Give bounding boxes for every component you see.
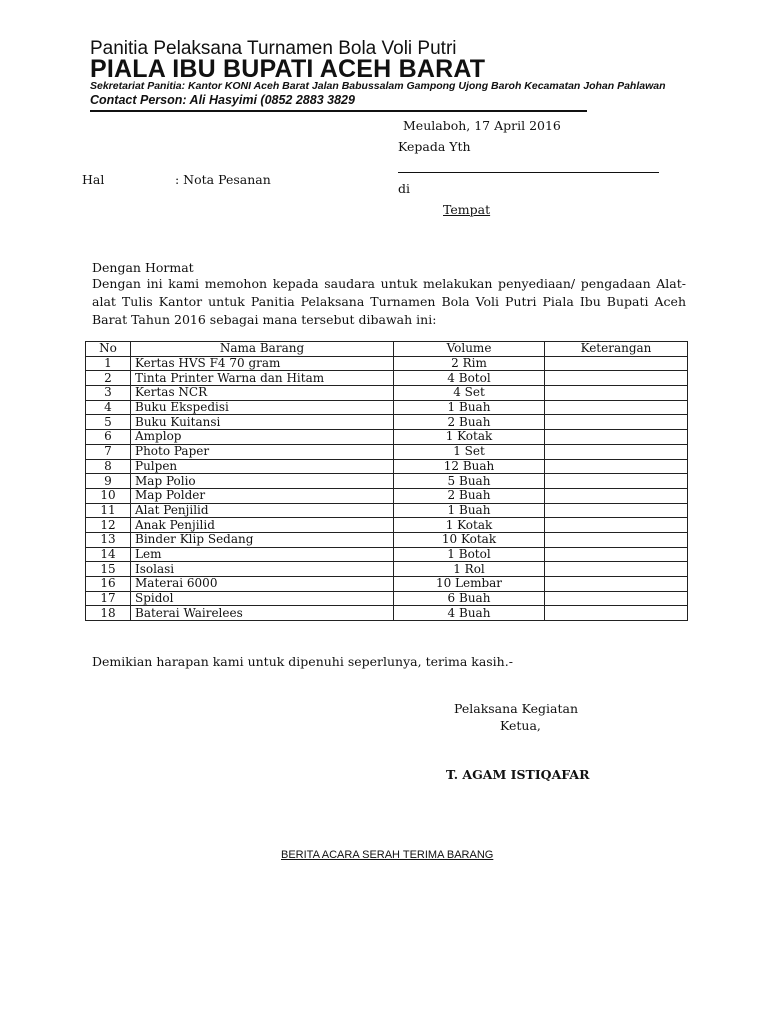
recipient-label: Kepada Yth	[398, 139, 471, 154]
di-label: di	[398, 181, 410, 196]
cell-nama-barang: Spidol	[131, 591, 394, 606]
cell-keterangan	[545, 532, 688, 547]
cell-no: 4	[86, 400, 131, 415]
header-volume: Volume	[394, 342, 545, 357]
greeting: Dengan Hormat	[92, 260, 194, 275]
cell-volume: 1 Rol	[394, 562, 545, 577]
cell-keterangan	[545, 430, 688, 445]
cell-no: 12	[86, 518, 131, 533]
cell-nama-barang: Isolasi	[131, 562, 394, 577]
cell-keterangan	[545, 415, 688, 430]
recipient-blank-line	[398, 172, 659, 173]
cell-volume: 1 Buah	[394, 400, 545, 415]
header-keterangan: Keterangan	[545, 342, 688, 357]
cell-nama-barang: Lem	[131, 547, 394, 562]
table-row	[86, 532, 688, 547]
cell-keterangan	[545, 371, 688, 386]
table-row	[86, 518, 688, 533]
closing-text: Demikian harapan kami untuk dipenuhi seperlunya, terima kasih.-	[92, 654, 513, 669]
cell-volume: 1 Kotak	[394, 430, 545, 445]
contact-person: Contact Person: Ali Hasyimi (0852 2883 3829	[90, 93, 355, 107]
cell-volume: 1 Buah	[394, 503, 545, 518]
body-paragraph	[92, 275, 686, 329]
cell-keterangan	[545, 518, 688, 533]
table-row	[86, 562, 688, 577]
cell-keterangan	[545, 386, 688, 401]
table-row	[86, 474, 688, 489]
header-no: No	[86, 342, 131, 357]
cell-nama-barang: Map Polder	[131, 488, 394, 503]
table-row	[86, 577, 688, 592]
cell-keterangan	[545, 562, 688, 577]
cell-nama-barang: Binder Klip Sedang	[131, 532, 394, 547]
cell-no: 8	[86, 459, 131, 474]
cell-no: 7	[86, 444, 131, 459]
table-row	[86, 386, 688, 401]
table-row	[86, 606, 688, 621]
table-row	[86, 400, 688, 415]
cell-keterangan	[545, 444, 688, 459]
cell-no: 9	[86, 474, 131, 489]
table-row	[86, 503, 688, 518]
cell-no: 6	[86, 430, 131, 445]
cell-no: 18	[86, 606, 131, 621]
cell-nama-barang: Kertas NCR	[131, 386, 394, 401]
cell-volume: 2 Rim	[394, 356, 545, 371]
cell-volume: 2 Buah	[394, 415, 545, 430]
cell-nama-barang: Map Polio	[131, 474, 394, 489]
cell-no: 15	[86, 562, 131, 577]
table-header-row	[86, 342, 688, 357]
cell-no: 14	[86, 547, 131, 562]
order-table	[85, 341, 688, 621]
cell-nama-barang: Buku Ekspedisi	[131, 400, 394, 415]
cell-keterangan	[545, 488, 688, 503]
header-nama-barang: Nama Barang	[131, 342, 394, 357]
subject-label: Hal	[82, 172, 105, 187]
signer-title: Ketua,	[500, 718, 541, 733]
cell-volume: 5 Buah	[394, 474, 545, 489]
cell-nama-barang: Anak Penjilid	[131, 518, 394, 533]
cell-nama-barang: Materai 6000	[131, 577, 394, 592]
cell-nama-barang: Amplop	[131, 430, 394, 445]
signer-name: T. AGAM ISTIQAFAR	[446, 767, 590, 782]
cell-nama-barang: Kertas HVS F4 70 gram	[131, 356, 394, 371]
table-row	[86, 444, 688, 459]
cell-no: 3	[86, 386, 131, 401]
cell-no: 16	[86, 577, 131, 592]
cell-volume: 12 Buah	[394, 459, 545, 474]
cell-keterangan	[545, 577, 688, 592]
cell-no: 13	[86, 532, 131, 547]
cell-nama-barang: Pulpen	[131, 459, 394, 474]
cell-keterangan	[545, 400, 688, 415]
table-row	[86, 459, 688, 474]
letterhead-divider	[90, 110, 587, 112]
cell-keterangan	[545, 591, 688, 606]
cell-no: 17	[86, 591, 131, 606]
cell-nama-barang: Baterai Wairelees	[131, 606, 394, 621]
table-row	[86, 591, 688, 606]
cell-keterangan	[545, 606, 688, 621]
place-date: Meulaboh, 17 April 2016	[403, 118, 561, 133]
cell-keterangan	[545, 547, 688, 562]
cell-nama-barang: Buku Kuitansi	[131, 415, 394, 430]
event-title: PIALA IBU BUPATI ACEH BARAT	[90, 55, 486, 83]
footer-title: BERITA ACARA SERAH TERIMA BARANG	[281, 849, 494, 861]
cell-keterangan	[545, 356, 688, 371]
cell-volume: 10 Kotak	[394, 532, 545, 547]
cell-volume: 4 Buah	[394, 606, 545, 621]
table-row	[86, 371, 688, 386]
secretariat-address: Sekretariat Panitia: Kantor KONI Aceh Barat Jalan Babussalam Gampong Ujong Baroh Kecamatan Johan Pahlawan	[90, 80, 666, 92]
cell-nama-barang: Tinta Printer Warna dan Hitam	[131, 371, 394, 386]
cell-no: 5	[86, 415, 131, 430]
cell-volume: 1 Set	[394, 444, 545, 459]
body-text: Dengan ini kami memohon kepada saudara untuk melakukan penyediaan/ pengadaan Alat-alat Tulis Kantor untuk Panitia Pelaksana Turnamen Bola Voli Putri Piala Ibu Bupati Aceh Barat Tahun 2016 sebagai mana tersebut dibawah ini:	[92, 276, 686, 327]
cell-keterangan	[545, 503, 688, 518]
cell-no: 1	[86, 356, 131, 371]
subject-value: : Nota Pesanan	[175, 172, 271, 187]
table-row	[86, 415, 688, 430]
cell-keterangan	[545, 459, 688, 474]
table-row	[86, 430, 688, 445]
cell-no: 11	[86, 503, 131, 518]
cell-nama-barang: Alat Penjilid	[131, 503, 394, 518]
table-row	[86, 547, 688, 562]
table-row	[86, 488, 688, 503]
cell-volume: 1 Botol	[394, 547, 545, 562]
cell-volume: 10 Lembar	[394, 577, 545, 592]
cell-volume: 4 Botol	[394, 371, 545, 386]
cell-keterangan	[545, 474, 688, 489]
cell-volume: 6 Buah	[394, 591, 545, 606]
cell-no: 10	[86, 488, 131, 503]
cell-volume: 4 Set	[394, 386, 545, 401]
org-name: Panitia Pelaksana Turnamen Bola Voli Putri	[90, 38, 457, 59]
table-row	[86, 356, 688, 371]
signer-role: Pelaksana Kegiatan	[454, 701, 578, 716]
cell-nama-barang: Photo Paper	[131, 444, 394, 459]
cell-volume: 1 Kotak	[394, 518, 545, 533]
tempat-label: Tempat	[443, 202, 491, 217]
cell-no: 2	[86, 371, 131, 386]
cell-volume: 2 Buah	[394, 488, 545, 503]
